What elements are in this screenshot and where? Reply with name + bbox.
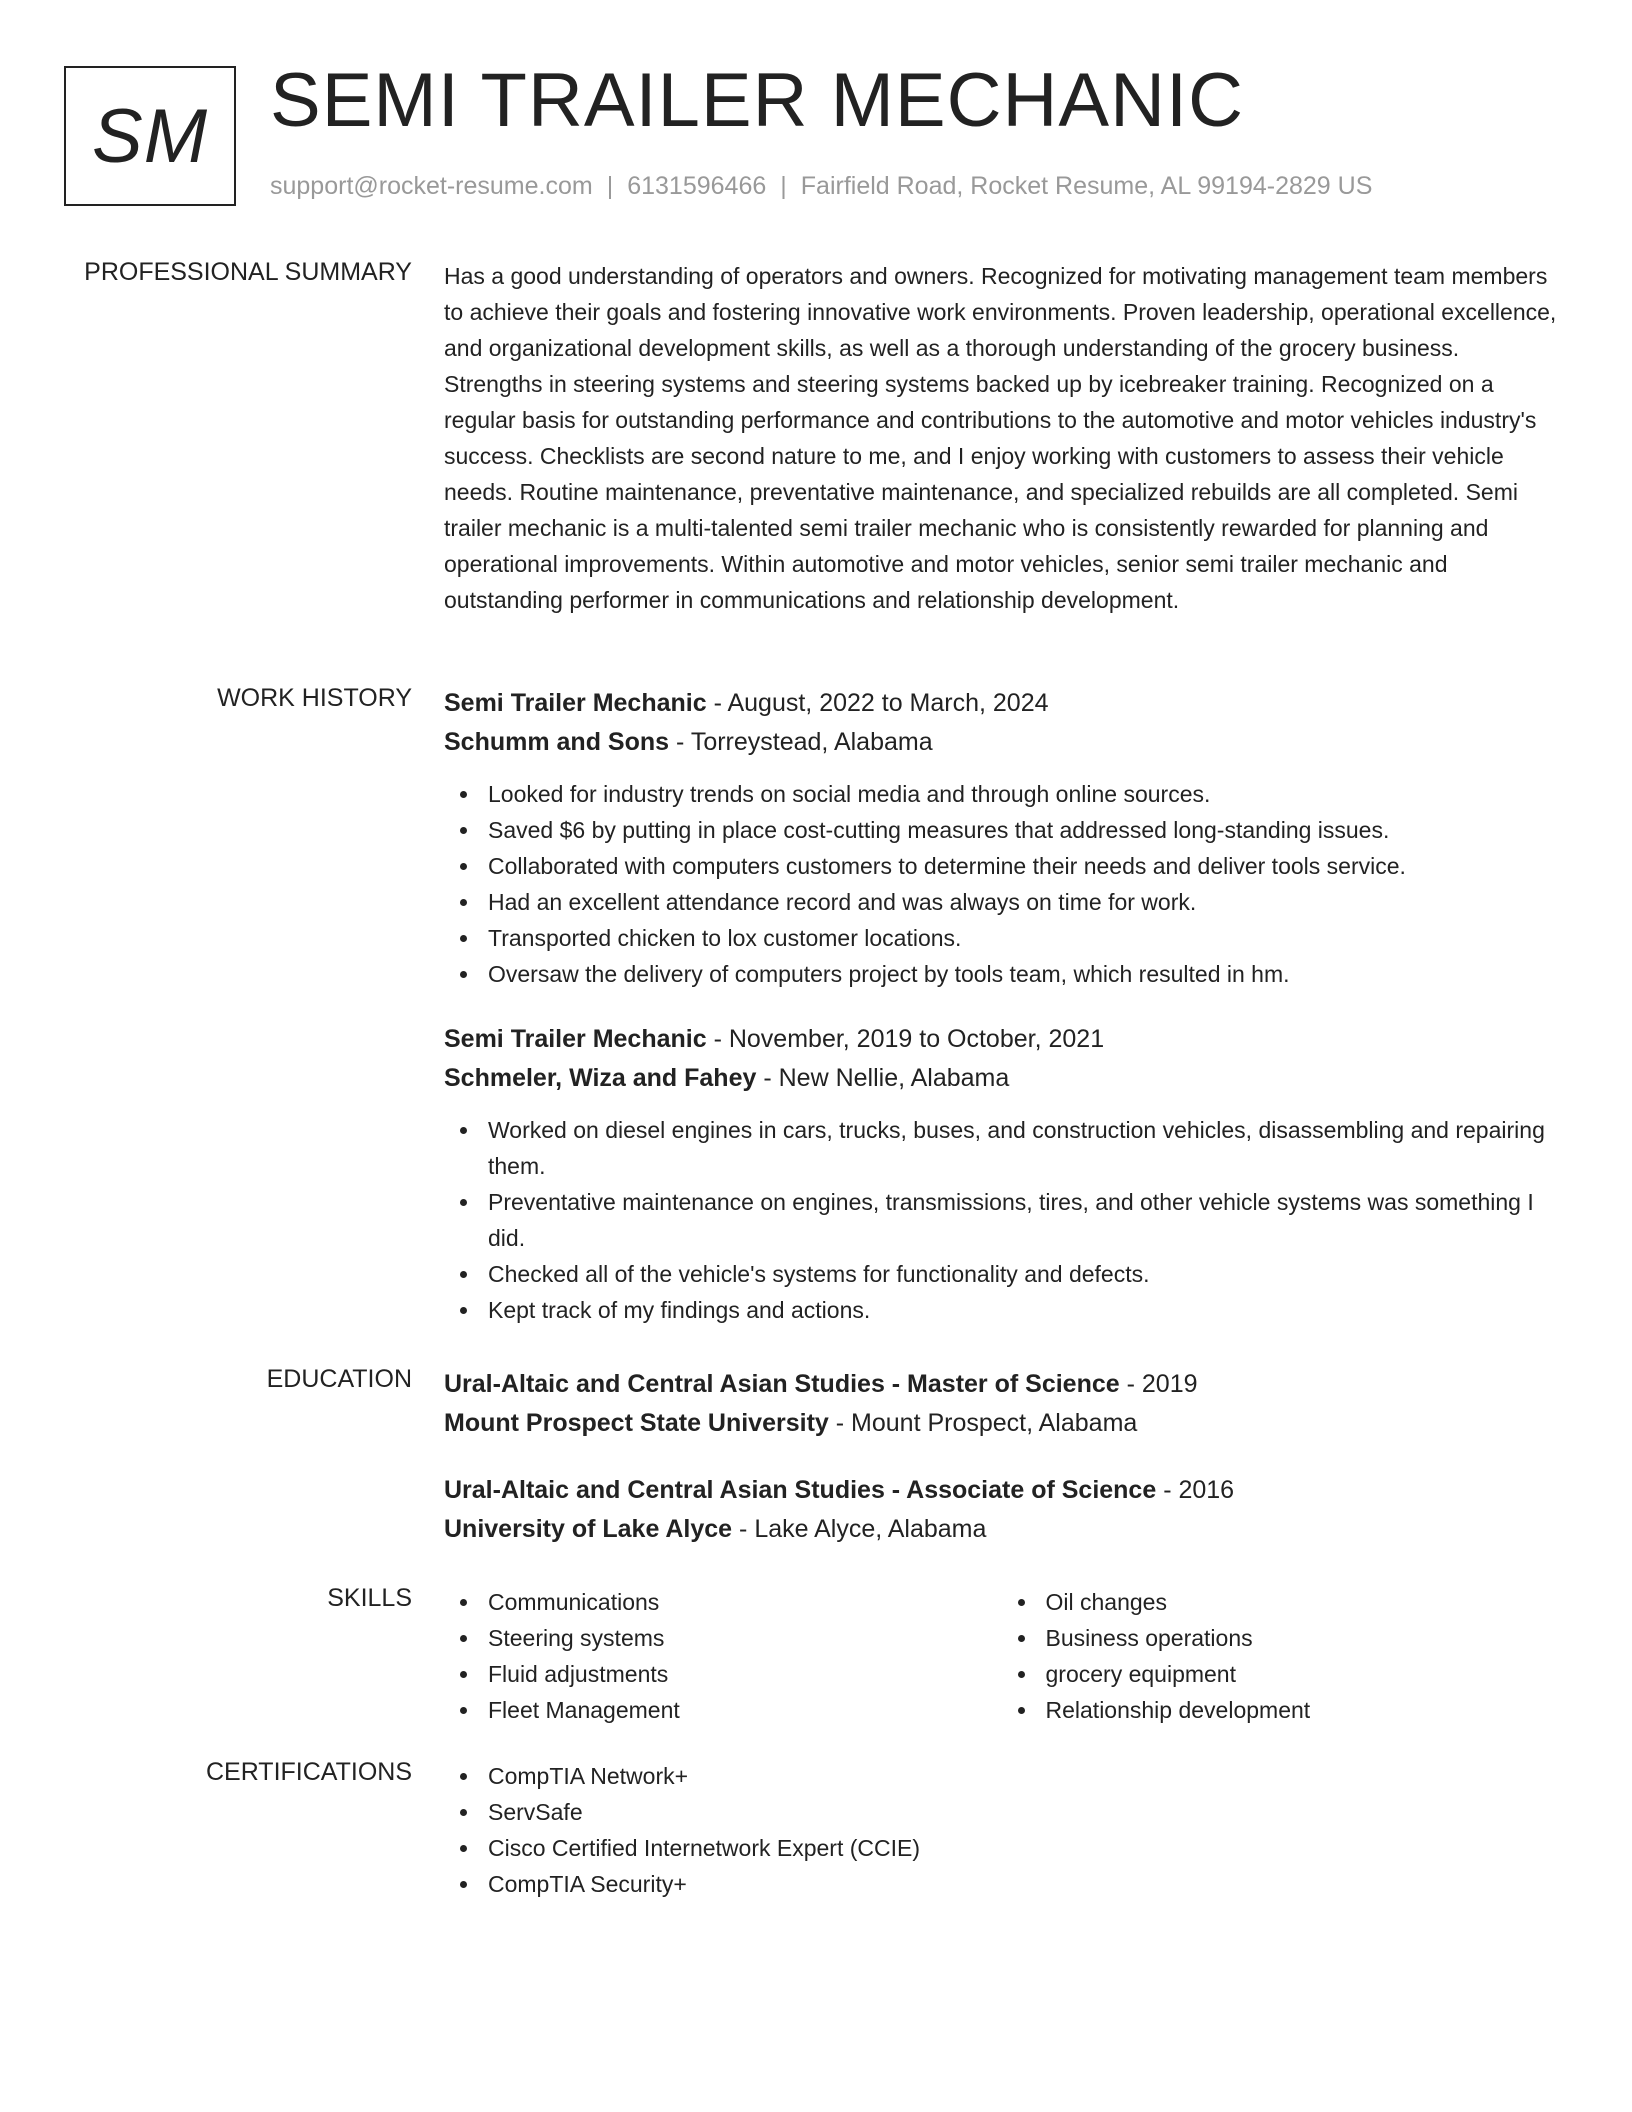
- skill-item: Steering systems: [488, 1620, 1002, 1656]
- education-body: [444, 1365, 1559, 1549]
- contact-email[interactable]: support@rocket-resume.com: [270, 172, 593, 200]
- skills-columns: [444, 1584, 1559, 1728]
- job-title-line: [444, 684, 1559, 723]
- education-location: - Mount Prospect, Alabama: [835, 1409, 1138, 1437]
- contact-phone[interactable]: 6131596466: [627, 172, 767, 200]
- job-location: - Torreystead, Alabama: [676, 728, 933, 756]
- job-dates: - November, 2019 to October, 2021: [713, 1025, 1105, 1053]
- work-history-body: [444, 684, 1559, 1328]
- job-entry: [444, 684, 1559, 992]
- education-degree-line: [444, 1365, 1559, 1404]
- job-company: Schmeler, Wiza and Fahey: [444, 1064, 757, 1092]
- skill-item: Fleet Management: [488, 1692, 1002, 1728]
- certification-item: ServSafe: [488, 1794, 1559, 1830]
- job-company: Schumm and Sons: [444, 728, 670, 756]
- skills-list-right: [1002, 1584, 1560, 1728]
- education-entry: [444, 1365, 1559, 1443]
- job-bullets: [444, 1112, 1559, 1328]
- job-bullet: Had an excellent attendance record and was always on time for work.: [488, 884, 1559, 920]
- education-school-line: [444, 1510, 1559, 1549]
- job-dates: - August, 2022 to March, 2024: [713, 689, 1049, 717]
- skill-item: grocery equipment: [1046, 1656, 1560, 1692]
- education-degree: Ural-Altaic and Central Asian Studies - Master of Science: [444, 1370, 1120, 1398]
- job-bullet: Preventative maintenance on engines, transmissions, tires, and other vehicle systems was something I did.: [488, 1184, 1559, 1256]
- education-degree: Ural-Altaic and Central Asian Studies - Associate of Science: [444, 1476, 1157, 1504]
- certification-item: CompTIA Security+: [488, 1866, 1559, 1902]
- resume-title: SEMI TRAILER MECHANIC: [270, 58, 1244, 143]
- education-school-line: [444, 1404, 1559, 1443]
- certification-item: CompTIA Network+: [488, 1758, 1559, 1794]
- section-label-education: EDUCATION: [266, 1365, 412, 1393]
- job-bullet: Collaborated with computers customers to determine their needs and deliver tools service.: [488, 848, 1559, 884]
- job-bullet: Oversaw the delivery of computers project by tools team, which resulted in hm.: [488, 956, 1559, 992]
- summary-text: Has a good understanding of operators and owners. Recognized for motivating management team members to achieve their goals and fostering innovative work environments. Proven leadership, operational excellence, and organizational development skills, as well as a thorough understanding of the grocery business. Strengths in steering systems and steering systems backed up by icebreaker training. Recognized on a regular basis for outstanding performance and contributions to the automotive and motor vehicles industry's success. Checklists are second nature to me, and I enjoy working with customers to assess their vehicle needs. Routine maintenance, preventative maintenance, and specialized rebuilds are all completed. Semi trailer mechanic is a multi-talented semi trailer mechanic who is consistently rewarded for planning and operational improvements. Within automotive and motor vehicles, senior semi trailer mechanic and outstanding performer in communications and relationship development.: [444, 263, 1557, 613]
- skill-item: Business operations: [1046, 1620, 1560, 1656]
- education-year: - 2019: [1126, 1370, 1198, 1398]
- summary-body: [444, 258, 1559, 618]
- job-entry: [444, 1020, 1559, 1328]
- job-title-line: [444, 1020, 1559, 1059]
- job-bullets: [444, 776, 1559, 992]
- job-title: Semi Trailer Mechanic: [444, 689, 707, 717]
- contact-separator: |: [780, 172, 787, 200]
- job-title: Semi Trailer Mechanic: [444, 1025, 707, 1053]
- education-entry: [444, 1471, 1559, 1549]
- section-label-skills: SKILLS: [327, 1584, 412, 1612]
- education-year: - 2016: [1163, 1476, 1235, 1504]
- job-company-line: [444, 1059, 1559, 1098]
- monogram: SM: [64, 66, 236, 206]
- skill-item: Fluid adjustments: [488, 1656, 1002, 1692]
- education-location: - Lake Alyce, Alabama: [739, 1515, 987, 1543]
- job-location: - New Nellie, Alabama: [763, 1064, 1010, 1092]
- section-label-work-history: WORK HISTORY: [217, 684, 412, 712]
- skill-item: Oil changes: [1046, 1584, 1560, 1620]
- job-company-line: [444, 723, 1559, 762]
- job-bullet: Kept track of my findings and actions.: [488, 1292, 1559, 1328]
- section-label-summary: PROFESSIONAL SUMMARY: [84, 258, 412, 286]
- education-school: Mount Prospect State University: [444, 1409, 829, 1437]
- skills-list-left: [444, 1584, 1002, 1728]
- education-school: University of Lake Alyce: [444, 1515, 733, 1543]
- job-bullet: Transported chicken to lox customer locations.: [488, 920, 1559, 956]
- section-label-certifications: CERTIFICATIONS: [205, 1758, 412, 1786]
- job-bullet: Checked all of the vehicle's systems for functionality and defects.: [488, 1256, 1559, 1292]
- education-degree-line: [444, 1471, 1559, 1510]
- certifications-list: [444, 1758, 1559, 1902]
- certification-item: Cisco Certified Internetwork Expert (CCIE): [488, 1830, 1559, 1866]
- contact-separator: |: [606, 172, 614, 200]
- skills-body: [444, 1584, 1559, 1728]
- job-bullet: Worked on diesel engines in cars, trucks, buses, and construction vehicles, disassembling and repairing them.: [488, 1112, 1559, 1184]
- contact-address: Fairfield Road, Rocket Resume, AL 99194-2829 US: [800, 172, 1373, 200]
- job-bullet: Looked for industry trends on social media and through online sources.: [488, 776, 1559, 812]
- skill-item: Relationship development: [1046, 1692, 1560, 1728]
- job-bullet: Saved $6 by putting in place cost-cutting measures that addressed long-standing issues.: [488, 812, 1559, 848]
- certifications-body: [444, 1758, 1559, 1902]
- skill-item: Communications: [488, 1584, 1002, 1620]
- contact-line: [270, 172, 1372, 201]
